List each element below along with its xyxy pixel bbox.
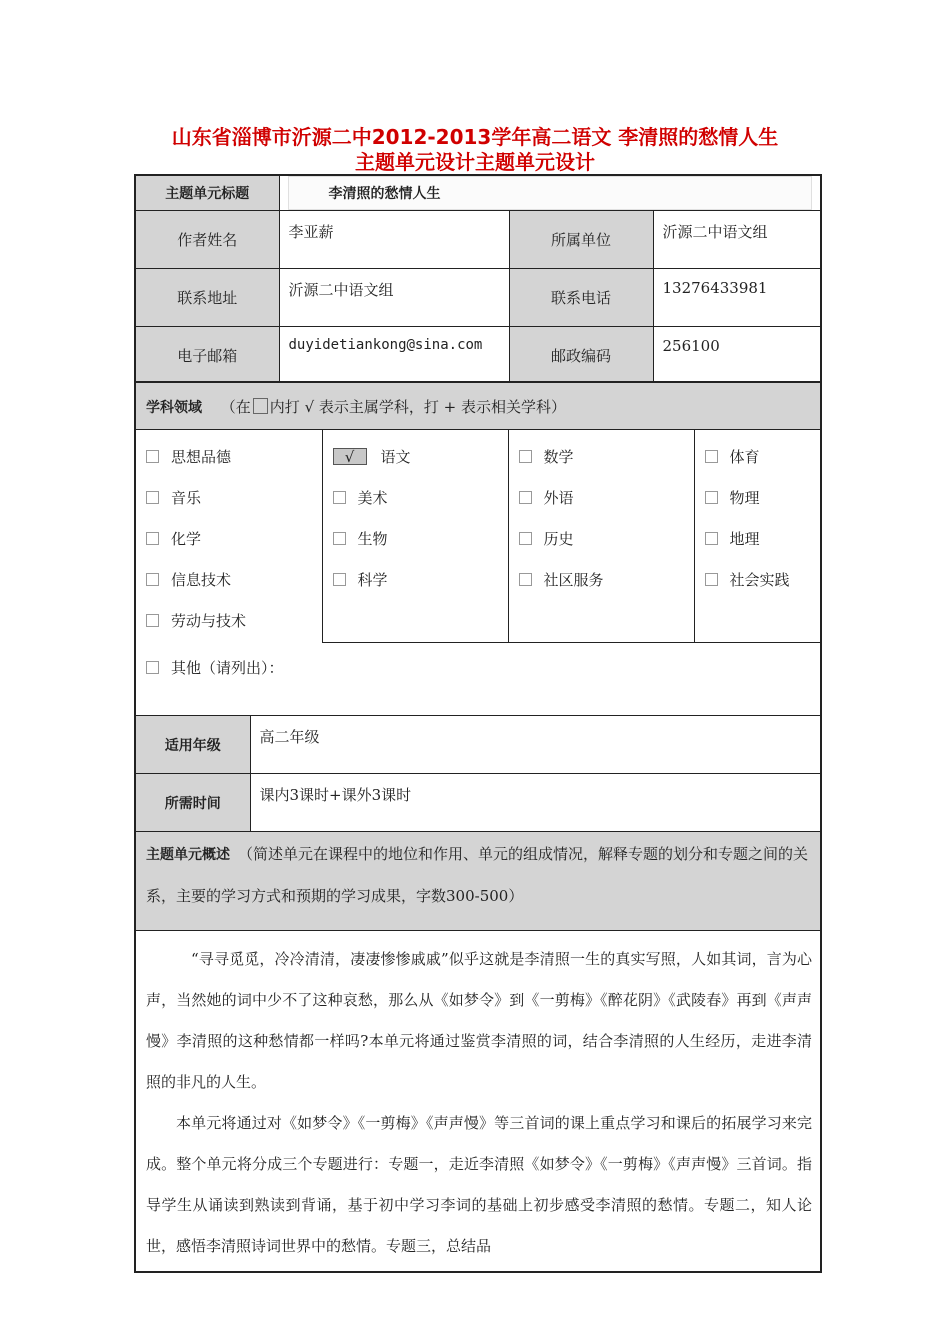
subject-option-label: 劳动与技术 — [171, 612, 247, 630]
subject-option-label: 化学 — [171, 530, 202, 548]
subject-table — [134, 381, 822, 1273]
checkbox-icon[interactable] — [146, 491, 159, 504]
checkbox-icon[interactable] — [333, 573, 346, 586]
subject-col-4 — [694, 430, 821, 643]
author-value: 李亚薪 — [279, 211, 509, 269]
subject-option[interactable] — [695, 559, 821, 600]
subject-option[interactable] — [509, 477, 694, 518]
grade-label: 适用年级 — [135, 716, 250, 774]
subject-option[interactable] — [136, 559, 322, 600]
subject-option[interactable] — [136, 600, 322, 641]
phone-value: 13276433981 — [653, 269, 821, 327]
checkbox-icon[interactable] — [705, 491, 718, 504]
subject-option-label: 信息技术 — [171, 571, 232, 589]
subject-option-label: 地理 — [729, 530, 760, 548]
email-value: duyidetiankong@sina.com — [279, 327, 509, 386]
author-label: 作者姓名 — [135, 211, 279, 269]
checkbox-icon[interactable] — [705, 532, 718, 545]
subject-option-label: 物理 — [729, 489, 760, 507]
time-label: 所需时间 — [135, 774, 250, 832]
subject-option-label: 历史 — [543, 530, 574, 548]
subject-option[interactable] — [136, 518, 322, 559]
other-subject-row — [135, 643, 821, 716]
checkbox-icon[interactable] — [519, 532, 532, 545]
overview-body — [135, 931, 821, 1273]
subject-hint-pre: （在 — [220, 397, 251, 416]
checkbox-icon[interactable] — [146, 532, 159, 545]
document-title-line1: 山东省淄博市沂源二中2012-2013学年高二语文 李清照的愁情人生 — [171, 125, 779, 149]
checkbox-icon[interactable] — [519, 573, 532, 586]
checked-checkbox-icon[interactable]: √ — [333, 448, 367, 465]
subject-option-label: 体育 — [729, 448, 760, 466]
phone-label: 联系电话 — [509, 269, 653, 327]
subject-option-label: 语文 — [380, 448, 411, 466]
unit-value: 沂源二中语文组 — [653, 211, 821, 269]
subject-option-label: 音乐 — [171, 489, 202, 507]
checkbox-icon[interactable] — [146, 614, 159, 627]
info-table — [134, 174, 822, 386]
subject-option-label: 美术 — [357, 489, 388, 507]
subject-option-label: 科学 — [357, 571, 388, 589]
checkbox-icon[interactable] — [333, 491, 346, 504]
address-label: 联系地址 — [135, 269, 279, 327]
address-value: 沂源二中语文组 — [279, 269, 509, 327]
subject-hint-post: 内打 √ 表示主属学科，打 + 表示相关学科） — [269, 397, 566, 416]
checkbox-icon[interactable] — [519, 450, 532, 463]
subject-option[interactable] — [695, 436, 821, 477]
checkbox-icon[interactable] — [519, 491, 532, 504]
topic-value: 李清照的愁情人生 — [288, 176, 813, 210]
subject-option-label: 社会实践 — [729, 571, 790, 589]
topic-label: 主题单元标题 — [135, 175, 279, 211]
subject-option[interactable] — [323, 559, 508, 600]
subject-option-label: 生物 — [357, 530, 388, 548]
checkbox-icon[interactable] — [146, 450, 159, 463]
topic-value-cell — [279, 175, 821, 211]
zip-value: 256100 — [653, 327, 821, 386]
subject-col-2 — [322, 430, 508, 643]
subject-option[interactable] — [695, 518, 821, 559]
overview-label: 主题单元概述 — [146, 847, 230, 863]
overview-heading-row — [135, 832, 821, 931]
subject-option-label: 思想品德 — [171, 448, 232, 466]
grade-value: 高二年级 — [250, 716, 821, 774]
subject-col-3 — [508, 430, 694, 643]
checkbox-icon[interactable] — [705, 450, 718, 463]
time-value: 课内3课时+课外3课时 — [250, 774, 821, 832]
overview-paragraph-1: “寻寻觅觅，冷冷清清，凄凄惨惨戚戚”似乎这就是李清照一生的真实写照，人如其词，言为心声，当然她的词中少不了这种哀愁，那么从《如梦令》到《一剪梅》《醉花阴》《武陵春》再到《声声慢》李清照的这种愁情都一样吗?本单元将通过鉴赏李清照的词，结合李清照的人生经历，走进李清照的非凡的人生。 — [146, 950, 813, 1091]
overview-hint: （简述单元在课程中的地位和作用、单元的组成情况，解释专题的划分和专题之间的关系，主要的学习方式和预期的学习成果，字数300-500） — [146, 845, 809, 905]
subject-option-label: 社区服务 — [543, 571, 604, 589]
subject-col-1 — [135, 430, 322, 643]
document-title-line2: 主题单元设计主题单元设计 — [355, 150, 595, 174]
unit-label: 所属单位 — [509, 211, 653, 269]
checkbox-icon[interactable] — [146, 661, 159, 674]
subject-option[interactable] — [509, 436, 694, 477]
checkbox-icon[interactable] — [705, 573, 718, 586]
subject-option[interactable] — [323, 518, 508, 559]
other-subject-label: 其他（请列出）： — [171, 659, 284, 677]
subject-option[interactable] — [509, 559, 694, 600]
email-label: 电子邮箱 — [135, 327, 279, 386]
checkbox-icon[interactable] — [146, 573, 159, 586]
zip-label: 邮政编码 — [509, 327, 653, 386]
overview-paragraph-2: 本单元将通过对《如梦令》《一剪梅》《声声慢》等三首词的课上重点学习和课后的拓展学习来完成。整个单元将分成三个专题进行：专题一，走近李清照《如梦令》《一剪梅》《声声慢》三首词。指导学生从诵读到熟读到背诵，基于初中学习李词的基础上初步感受李清照的愁情。专题二，知人论世，感悟李清照诗词世界中的愁情。专题三，总结品 — [146, 1114, 813, 1255]
subject-option-label: 外语 — [543, 489, 574, 507]
subject-option[interactable] — [323, 477, 508, 518]
subject-option-label: 数学 — [543, 448, 574, 466]
subject-option[interactable] — [509, 518, 694, 559]
subject-option[interactable] — [136, 436, 322, 477]
other-subject-option[interactable] — [146, 657, 820, 678]
subject-option-checked[interactable] — [323, 436, 508, 477]
subject-heading: 学科领域 — [146, 399, 202, 416]
checkbox-icon[interactable] — [333, 532, 346, 545]
subject-heading-row — [135, 382, 821, 430]
empty-box-icon — [253, 398, 268, 414]
subject-option[interactable] — [136, 477, 322, 518]
subject-option[interactable] — [695, 477, 821, 518]
